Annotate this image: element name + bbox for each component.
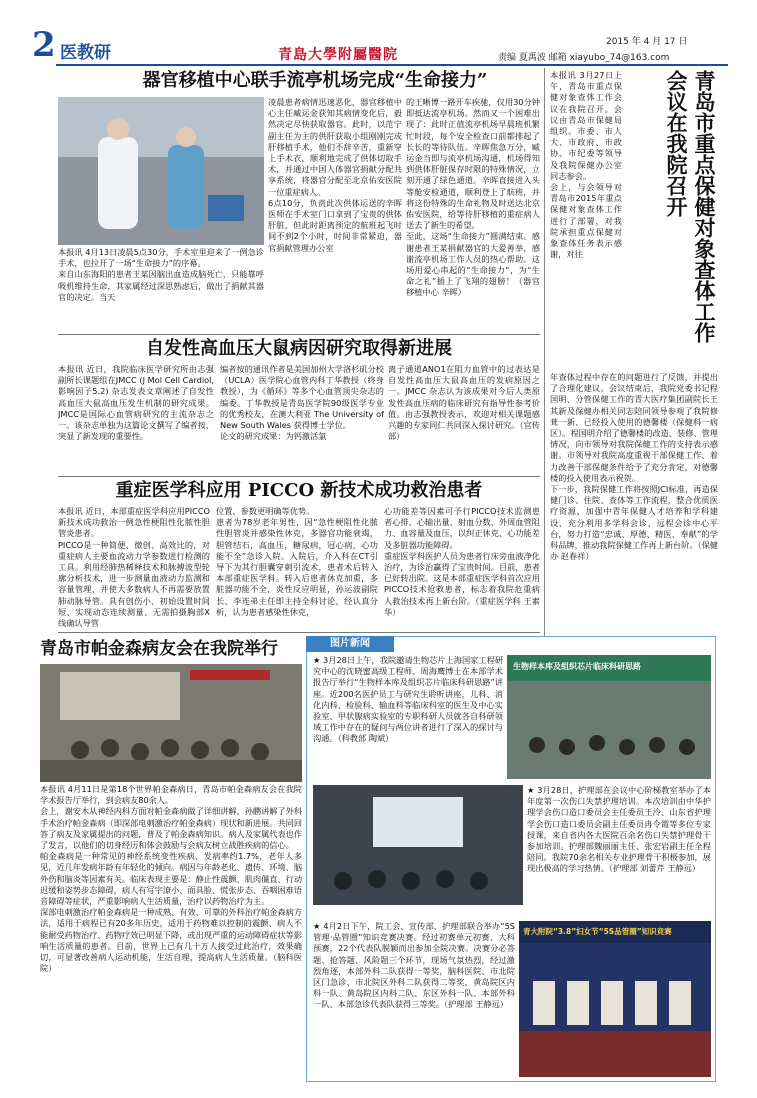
article5-headline-text: 青岛市重点保健对象查体工作会议在我院召开	[664, 70, 717, 343]
lecture-illustration	[507, 655, 711, 779]
page-number: 2	[32, 25, 56, 65]
photo-surgical-team	[58, 97, 264, 245]
article2-col1: 本报讯 近日，我院临床医学研究所由志强副所长课题组在JMCC (J Mol Cell Cardiol, 影响因子5.2) 杂志发表文章阐述了自发性高血压大鼠高血压发生机制的研究成果。JMCC是国际心血管病研究的主流杂志之一。该杂志单独为这篇论文撰写了编者按，突显了新发现的重要性。	[58, 364, 214, 442]
article3-headline: 重症医学科应用 PICCO 新技术成功救治患者	[115, 480, 483, 501]
article1-headline: 器官移植中心联手流亭机场完成“生命接力”	[142, 70, 488, 91]
article2-col2: 编者按的通讯作者是美国加州大学洛杉矶分校（UCLA）医学院心血管内科丁华教授（终身教授），为《循环》等多个心血管顶尖杂志的编委。丁华教授是青岛医学院90级医学专业的优秀校友，在澳大利亚 The University of New South Wales 获得博士学位。 论文的研究成果：为钙激活氯	[220, 364, 384, 442]
photo-news-box	[306, 636, 716, 1082]
section-title: 医教研	[60, 43, 111, 63]
photo-lecture	[507, 655, 711, 779]
article5-full-col: 年查体过程中存在的问题进行了反馈，并提出了合理化建议。会议结束后，我院党委书记程国明、分管保健工作的青大医疗集团副院长王其新及保健办相关同志陪同领导参观了我院修葺一新、已经投入使用的德馨楼（保健科一病区）。程国明介绍了德馨楼的改造、装修、管理情况，向市领导对我院保健工作的支持表示感谢。市领导对我院高度重视干部保健工作、着力改善干部保健条件给予了充分肯定，对德馨楼的投入使用表示祝贺。 下一步，我院保健工作将按照JCI标准，再造保健门诊、住院、查体等工作流程，整合优质医疗资源，加强中青年保健人才培养和学科建设，充分利用多学科会诊、远程会诊中心平台，努力打造“忠诚、厚德、精医、奉献”的学科品牌，推动我院保健工作再上新台阶。（保健办 赵春祥）	[550, 372, 718, 562]
photo-news-item2: ★ 3月28日，护理部在会议中心阶梯教室举办了本年度第一次伤口失禁护理培训。本次培训由中华护理学会伤口造口委员会主任委员王泠、山东省护理学会伤口造口委员会副主任委员冉令霞等多位专家授课，来自省内各大医院百余名伤口失禁护理骨干参加培训。护理部魏丽丽主任、张宏岩副主任全程陪同。我院70余名相关专业护理骨干积极参加，展现出极高的学习热情。（护理部 刘蕾芹 王静远）	[527, 785, 711, 874]
photo-news-item1: ★ 3月28日上午，我院邀请生物芯片上海国家工程研究中心的沈晓蜜高级工程师、周海鹰博士在本部学术报告厅举行“生物样本库及组织芯片临床科研思路”讲座。近200名医护员工与研究生聆听讲座，儿科、消化内科、检验科、输血科等临床科室的医生及中心实验室、甲状腺病实验室的专职科研人员就各自科研领域工作中存在的疑问与两位讲者进行了深入的探讨与沟通。（科教部 陶斌）	[313, 655, 503, 744]
article1-col3: 的王晰博一路开车疾驰，仅用30分钟即抵达流亭机场。然而又一个困难出现了：此时正值流亭机场早晨班机繁忙时段，每个安全检查口前都排起了长长的等待队伍。辛晖焦急万分，臧运金当即与流亭机场沟通，机场得知到供体肝脏保存时限的特殊情况，立刻开通了绿色通道。辛晖直接进入头等舱安检通道，顺利登上了航班，并将这份特殊的生命礼物及时送达北京佑安医院，给等待肝移植的重症病人送去了新生的希望。 至此，这场“生命接力”圆满结束。感谢患者王某捐献器官的大爱善举，感谢流亭机场工作人员的热心帮助。这场用爱心串起的“生命接力”，为“生命之礼”插上了飞翔的翅膀！（器官移植中心 辛晖）	[406, 97, 540, 298]
article1-col1: 本报讯 4月13日凌晨5点30分，手术室里迎来了一例急诊手术，也拉开了一场“生命接力”的序幕。 来自山东海阳的患者王某因脑出血造成脑死亡，只能靠呼吸机维持生命，其家属经过深思熟虑后，做出了捐献其器官的决定。当天	[58, 247, 264, 302]
lecture-banner-text: 生物样本库及组织芯片临床科研思路	[513, 662, 641, 671]
article3-col1: 本报讯 近日，本部重症医学科应用PICCO新技术成功救治一例急性梗阻性化脓性胆管炎患者。 PICCO是一种简便、微创、高效比的，对重症病人主要血流动力学参数进行检测的工具。利用经肺热稀释技术和脉搏波型轮廓分析技术，进一步测量血液动力监测和容量管理，并使大多数病人不再需要放置肺动脉导管。具有创伤小、初始设置时间短、实现动态连续测量、无需拍摄胸部X线确认导管	[58, 506, 210, 629]
issue-date: 2015 年 4 月 17 日	[606, 37, 688, 47]
divider-a1	[58, 334, 540, 335]
surgical-team-illustration	[58, 97, 264, 245]
photo-news-label: 图片新闻	[306, 636, 394, 652]
article3-col2: 位置、参数更明确等优势。 患者为78岁老年男性，因“急性梗阻性化脓性胆管炎并感染性休克，多器官功能衰竭，胆管结石，高血压，糖尿病，冠心病，心功能不全”急诊入院。入院后，介入科在CT引导下为其行胆囊穿刺引流术，患者术后转入本部重症医学科。转入后患者休克加重，多脏器功能不全，炎性反应明显，孙运波副院长、李连弟主任即主持全科讨论，经认真分析，认为患者感染性休克，	[216, 506, 378, 617]
divider-a2	[58, 476, 540, 477]
photo-parkinson-meeting	[40, 664, 302, 782]
photo-nursing-training	[313, 785, 523, 905]
divider-a3	[58, 632, 540, 633]
article4-body: 本报讯 4月11日是第18个世界帕金森病日，青岛市帕金森病友会在我院学术报告厅举行，到会病友80余人。 会上，谢安木从神经内科方面对帕金森病做了详细讲解，孙鹏讲解了外科手术治疗帕金森病（即深部电刺激治疗帕金森病）现状和新进展。共同回答了病友及家属提出的问题，普及了帕金森病知识。病人及家属代表也作了发言，以他们的切身经历和体会鼓励与会病友树立战胜疾病的信心。 帕金森病是一种常见的神经系统变性疾病，发病率约1.7%，老年人多见，近几年发病年龄有年轻化的倾向。病因与年龄老化、遗传、环境、脑外伤和脑炎等因素有关。临床表现主要是：静止性震颤、肌肉僵直、行动迟缓和姿势步态障碍，病人有写字潦小、面具脸、慌张步态、吞咽困难语音障碍等症状，严重影响病人生活质量，治疗以药物治疗为主。 深部电刺激治疗帕金森病是一种成熟、有效、可靠的外科治疗帕金森病方法，适用于病程已有20多年历史，适用于药物难以控制的震颤、病人不能耐受药物治疗、药物疗效已明显下降，或出现严重的运动障碍症状等影响生活质量的患者。目前，世界上已有几十万人接受过此治疗，效果确切，可显著改善病人运动机能，生活自理，提高病人生活质量。（脑科医院）	[40, 784, 302, 974]
photo-knowledge-contest	[519, 921, 711, 1077]
editor-line: 责编 夏禹波 邮箱 xiayubo_74@163.com	[498, 53, 670, 63]
article5-narrow-col: 本报讯 3月27日上午，青岛市重点保健对象查体工作会议在我院召开。会议由青岛市保健局组织。市委、市人大、市政府、市政协、市纪委等领导及我院保健办公室同志参会。 会上，与会领导对青岛市2015年重点保健对象查体工作进行了部署，对我院承担重点保健对象查体任务表示感谢，对往	[550, 70, 622, 260]
article2-headline: 自发性高血压大鼠病因研究取得新进展	[146, 338, 452, 359]
article2-col3: 离子通道ANO1在阻力血管中的过表达是自发性高血压大鼠高血压的发病原因之一。JMCC 杂志认为该成果对今后人类原发性高血压病的临床研究有指导性参考价值。由志强教授表示，欢迎对相关课题感兴趣的专家同仁共同深入探讨研究。（官传部）	[388, 364, 540, 442]
contest-banner-text: 青大附院“3.8”妇女节“5S品管圈”知识竞赛	[523, 927, 672, 936]
masthead	[28, 26, 728, 66]
article5-headline	[626, 70, 718, 370]
parkinson-meeting-illustration	[40, 664, 302, 782]
nursing-training-illustration	[313, 785, 523, 905]
photo-news-item3: ★ 4月2日下午，院工会、宣传部、护理部联合举办“5S管理·品管圈”知识竞赛决赛。经过初赛单元初赛、大科预赛，22个代表队脱颖而出参加全院决赛。决赛分必答题、抢答题、风险题三个环节，现场气氛热烈，经过激烈角逐，本部外科二队获得一等奖，脑科医院、市北院区门急诊、市北院区外科二队获得二等奖，黄岛院区内科一队、黄岛院区内科二队、东区外科一队、本部外科一队、本部急诊代表队获得三等奖。（护理部 王静远）	[313, 921, 515, 1010]
article1-col2: 凌晨患者病情迅速恶化，器官移植中心主任臧运金获知其病情变化后，毅然决定尽快获取器官。此时，以范宁副主任为主的供肝获取小组刚刚完成肝移植手术，他们不辞辛苦，重新穿上手术衣，顺利地完成了供体切取手术，并通过中国人体器官捐献分配共享系统，将器官分配至北京佑安医院一位重症病人。 6点10分，负责此次供体运送的辛晖医师在手术室门口拿到了宝贵的供体肝脏，但此时距离预定的航班起飞时间不到2个小时，时间非常紧迫，器官捐献管理办公室	[268, 97, 402, 253]
masthead-rule	[56, 64, 728, 66]
article4-headline: 青岛市帕金森病友会在我院举行	[40, 639, 278, 659]
knowledge-contest-illustration	[519, 921, 711, 1077]
paper-name: 青島大學附屬醫院	[278, 47, 398, 63]
right-column-rule	[544, 68, 545, 636]
article3-col3: 心功能差等因素可予行PICCO技术监测患者心排、心输出量、射血分数、外周血管阻力、血容量及血压，以纠正休克、心功能差及多脏器功能障碍。 重症医学科医护人员为患者行床旁血液净化治疗，为诊治赢得了宝贵时间。目前，患者已好转出院。这是本部重症医学科首次应用PICCO技术抢救患者，标志着我院危重病人救治技术再上新台阶。（重症医学科 王素华）	[384, 506, 540, 617]
